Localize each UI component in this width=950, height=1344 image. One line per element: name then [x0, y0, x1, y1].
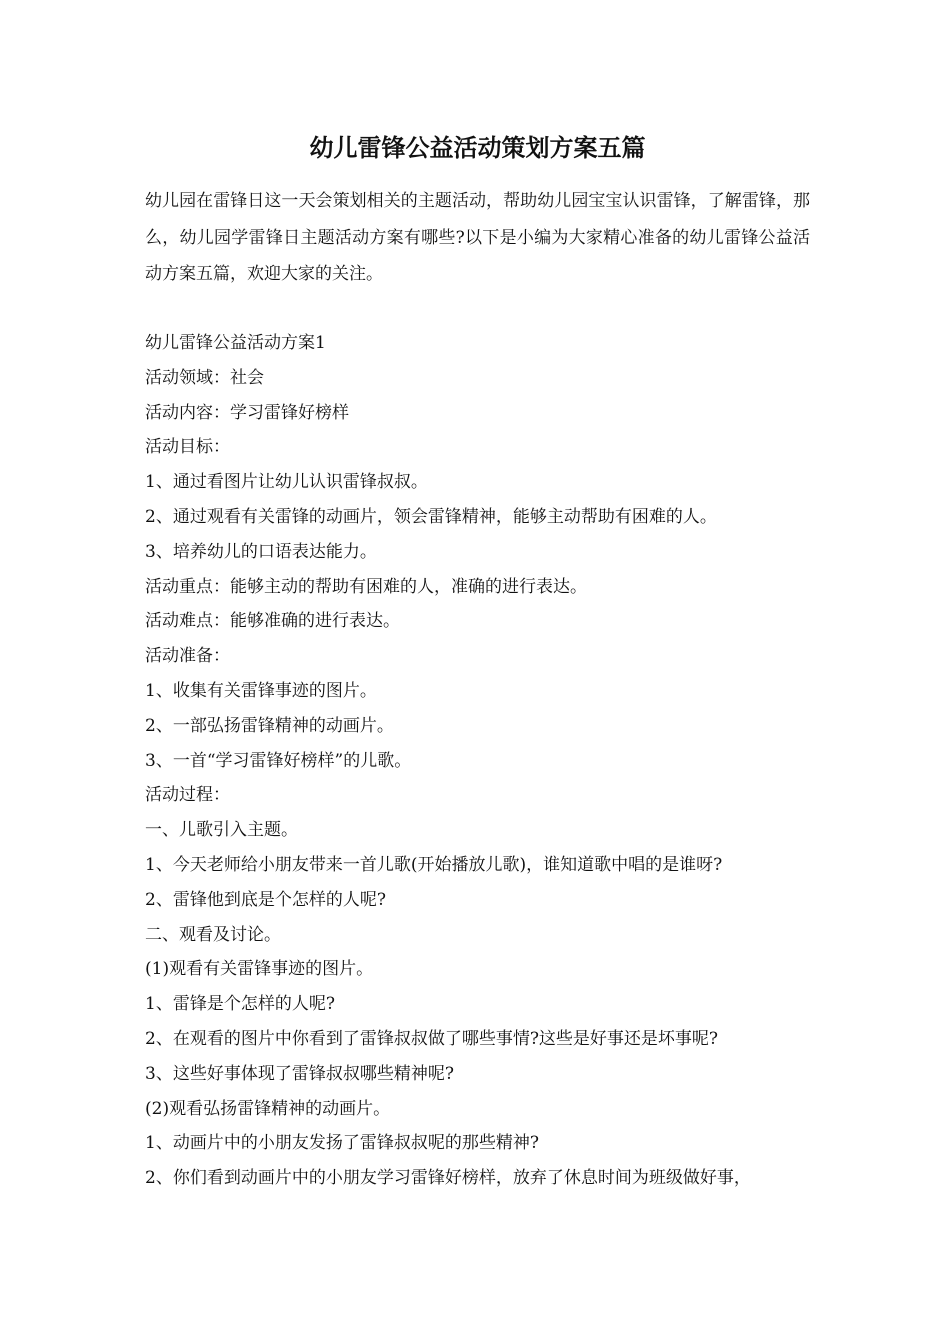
body-line: 3、这些好事体现了雷锋叔叔哪些精神呢?	[145, 1063, 454, 1084]
intro-paragraph: 幼儿园在雷锋日这一天会策划相关的主题活动，帮助幼儿园宝宝认识雷锋，了解雷锋，那么，幼儿园学雷锋日主题活动方案有哪些?以下是小编为大家精心准备的幼儿雷锋公益活动方案五篇，欢迎大家的关注。	[145, 191, 810, 284]
body-line: 二、观看及讨论。	[145, 924, 281, 945]
section-heading: 幼儿雷锋公益活动方案1	[145, 333, 326, 353]
body-line: 3、一首“学习雷锋好榜样”的儿歌。	[145, 750, 412, 771]
body-line: 一、儿歌引入主题。	[145, 820, 298, 841]
body-line: 活动准备：	[145, 646, 230, 667]
body-line: 活动重点：能够主动的帮助有困难的人，准确的进行表达。	[145, 576, 587, 597]
body-line: 1、动画片中的小朋友发扬了雷锋叔叔呢的那些精神?	[145, 1133, 539, 1154]
page-title: 幼儿雷锋公益活动策划方案五篇	[309, 133, 646, 162]
body-line: 2、你们看到动画片中的小朋友学习雷锋好榜样，放弃了休息时间为班级做好事，	[145, 1168, 751, 1189]
body-line: 活动难点：能够准确的进行表达。	[145, 611, 400, 632]
body-line: 3、培养幼儿的口语表达能力。	[145, 541, 377, 562]
body-line: 1、通过看图片让幼儿认识雷锋叔叔。	[145, 472, 428, 493]
body-line: 活动过程：	[145, 785, 230, 806]
body-line: 2、在观看的图片中你看到了雷锋叔叔做了哪些事情?这些是好事还是坏事呢?	[145, 1028, 719, 1049]
body-line: 2、雷锋他到底是个怎样的人呢?	[145, 889, 386, 910]
body-line: 活动内容：学习雷锋好榜样	[145, 402, 349, 423]
body-line: 活动领域：社会	[145, 367, 264, 388]
document-body	[145, 326, 810, 1196]
body-line: 2、通过观看有关雷锋的动画片，领会雷锋精神，能够主动帮助有困难的人。	[145, 506, 717, 527]
body-line: 1、收集有关雷锋事迹的图片。	[145, 680, 377, 701]
body-line: 1、雷锋是个怎样的人呢?	[145, 994, 335, 1015]
body-line: (1)观看有关雷锋事迹的图片。	[145, 959, 374, 980]
body-line: (2)观看弘扬雷锋精神的动画片。	[145, 1098, 391, 1119]
body-line: 2、一部弘扬雷锋精神的动画片。	[145, 715, 394, 736]
body-line: 活动目标：	[145, 437, 230, 458]
body-line: 1、今天老师给小朋友带来一首儿歌(开始播放儿歌)，谁知道歌中唱的是谁呀?	[145, 854, 723, 875]
